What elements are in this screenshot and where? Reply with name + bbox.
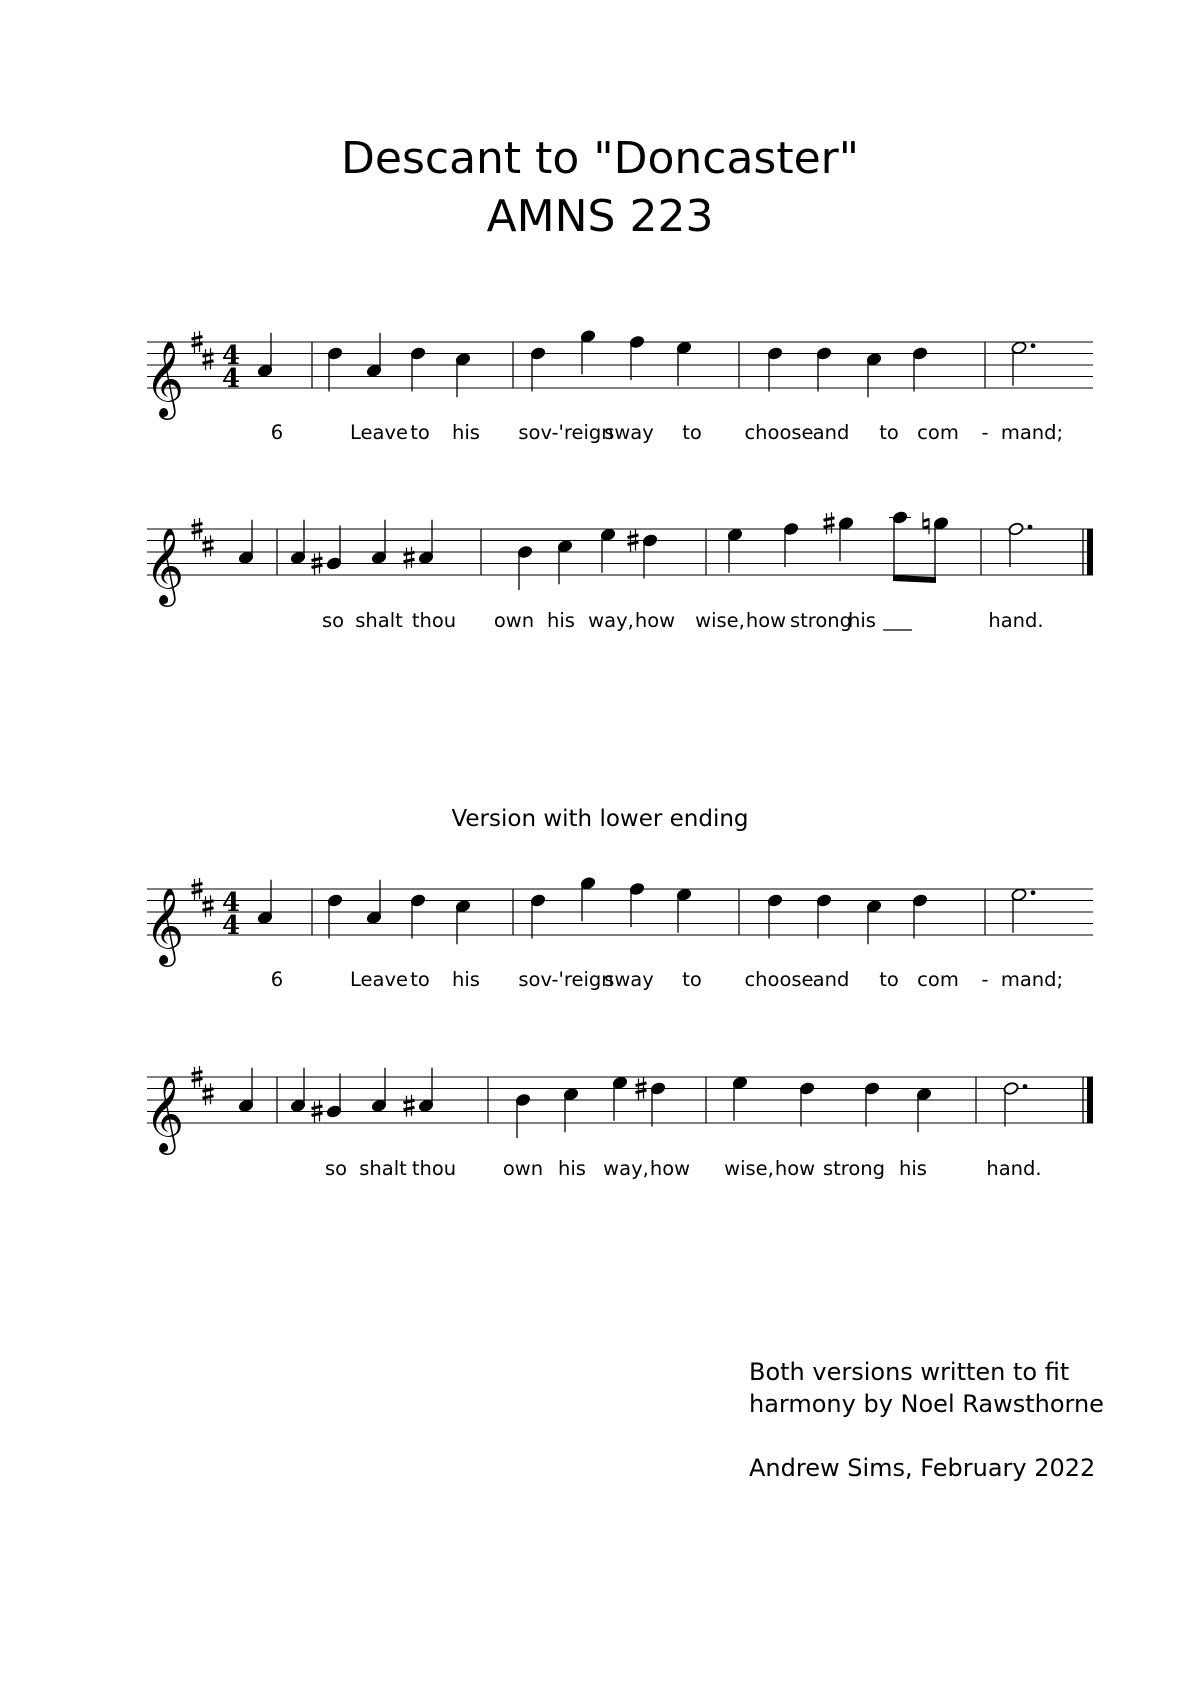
note	[629, 335, 645, 380]
lyric-syllable: his	[558, 1157, 586, 1180]
note	[783, 522, 799, 567]
lyric-syllable: choose	[744, 968, 814, 991]
note	[371, 520, 387, 565]
footer-credit: Andrew Sims, February 2022	[749, 1454, 1096, 1482]
note	[628, 530, 659, 579]
lyric-syllable: hand.	[986, 1157, 1042, 1180]
lyric-syllable: mand;	[1000, 968, 1064, 991]
note	[404, 1068, 435, 1117]
note	[676, 341, 692, 386]
note	[889, 510, 911, 524]
lyric-syllable: shalt	[359, 1157, 407, 1180]
dot	[1023, 1084, 1028, 1089]
lyric-syllable: own	[493, 609, 535, 632]
lyric-syllable: his	[452, 421, 480, 444]
section-heading: Version with lower ending	[451, 806, 749, 832]
lyric-syllable: to	[410, 421, 430, 444]
note	[455, 899, 471, 944]
note	[290, 1068, 306, 1113]
lyric-syllable: Leave	[349, 968, 409, 991]
lyric-syllable: mand;	[1000, 421, 1064, 444]
note	[530, 893, 546, 938]
lyric-syllable: his	[547, 609, 575, 632]
page-subtitle: AMNS 223	[486, 191, 714, 242]
treble-clef-icon: 𝄞	[145, 887, 185, 964]
note	[580, 876, 596, 921]
note	[816, 893, 832, 938]
sharp-icon	[404, 547, 415, 569]
lyric-syllable: strong	[822, 1157, 886, 1180]
lyric-syllable: way,	[588, 609, 634, 632]
note	[455, 352, 471, 397]
key-sharp-icon	[203, 535, 214, 557]
page-title: Descant to "Doncaster"	[341, 133, 859, 184]
lyric-syllable: thou	[411, 609, 457, 632]
note	[629, 882, 645, 927]
natural-icon	[923, 512, 929, 534]
lyric-syllable: 6	[270, 421, 284, 444]
note	[530, 346, 546, 391]
lyric-syllable: how	[745, 609, 787, 632]
lyric-syllable: how	[649, 1157, 691, 1180]
lyric-syllable: com	[917, 421, 959, 444]
note	[312, 526, 343, 575]
lyric-syllable: 6	[270, 968, 284, 991]
note	[238, 520, 254, 565]
lyric-syllable: wise,	[724, 1157, 774, 1180]
dot	[1028, 525, 1033, 530]
lyric-syllable: sway	[604, 421, 654, 444]
note	[1011, 888, 1036, 933]
note	[238, 1068, 254, 1113]
note	[1003, 1081, 1028, 1126]
note	[767, 346, 783, 391]
lyric-syllable: com	[917, 968, 959, 991]
note	[580, 329, 596, 374]
lyric-syllable: sov-'reign	[518, 421, 614, 444]
note	[257, 880, 273, 925]
note	[923, 512, 949, 534]
lyric-syllable: to	[682, 968, 702, 991]
note	[864, 1081, 880, 1126]
lyric-syllable: how	[774, 1157, 816, 1180]
lyric-syllable: and	[812, 421, 850, 444]
final-barline	[1087, 529, 1093, 575]
note	[557, 539, 573, 584]
treble-clef-icon: 𝄞	[145, 527, 185, 604]
note	[799, 1081, 815, 1126]
note	[824, 512, 855, 561]
lyric-syllable: to	[682, 421, 702, 444]
lyric-syllable: sway	[604, 968, 654, 991]
note	[1011, 341, 1036, 386]
lyric-syllable: to	[410, 968, 430, 991]
lyric-syllable: strong	[789, 609, 853, 632]
treble-clef-icon: 𝄞	[145, 1075, 185, 1152]
note	[410, 893, 426, 938]
final-barline	[1087, 1077, 1093, 1123]
staff-system-3	[145, 876, 1093, 991]
note	[866, 352, 882, 397]
sharp-icon	[824, 512, 835, 534]
note	[366, 333, 382, 378]
note	[732, 1076, 748, 1121]
note	[612, 1076, 628, 1121]
note	[816, 346, 832, 391]
footer-note-line-1: Both versions written to fit	[749, 1358, 1070, 1386]
note	[327, 893, 343, 938]
note	[257, 333, 273, 378]
lyric-syllable: his	[899, 1157, 927, 1180]
note	[404, 520, 435, 569]
note	[371, 1068, 387, 1113]
lyric-syllable: to	[879, 421, 899, 444]
lyric-syllable: thou	[411, 1157, 457, 1180]
note	[767, 893, 783, 938]
treble-clef-icon: 𝄞	[145, 340, 185, 417]
time-signature-top: 4	[221, 341, 241, 371]
lyric-syllable: and	[812, 968, 850, 991]
staff-system-1	[145, 329, 1093, 444]
lyric-syllable: wise,	[695, 609, 745, 632]
lyric-syllable: way,	[603, 1157, 649, 1180]
lyric-syllable: choose	[744, 421, 814, 444]
note	[600, 528, 616, 573]
note	[515, 1093, 531, 1138]
note	[866, 899, 882, 944]
note	[676, 888, 692, 933]
lyric-syllable: to	[879, 968, 899, 991]
note	[563, 1087, 579, 1132]
time-signature-bottom: 4	[221, 911, 241, 941]
lyric-syllable: sov-'reign	[518, 968, 614, 991]
lyric-syllable: so	[324, 1157, 348, 1180]
note	[727, 528, 743, 573]
time-signature-top: 4	[221, 888, 241, 918]
dot	[1031, 343, 1036, 348]
note	[916, 1087, 932, 1132]
beam	[893, 575, 936, 583]
note	[290, 520, 306, 565]
lyric-syllable: -	[981, 421, 989, 444]
note	[410, 346, 426, 391]
staff-system-4	[145, 1066, 1093, 1180]
lyric-syllable: so	[321, 609, 345, 632]
note	[327, 346, 343, 391]
key-sharp-icon	[203, 348, 214, 370]
staff-system-2	[145, 510, 1093, 632]
key-sharp-icon	[203, 895, 214, 917]
note	[912, 893, 928, 938]
lyric-syllable: his	[452, 968, 480, 991]
lyric-syllable: hand.	[988, 609, 1044, 632]
note	[517, 545, 533, 590]
lyric-syllable: shalt	[355, 609, 403, 632]
lyric-syllable: own	[502, 1157, 544, 1180]
lyric-syllable: how	[634, 609, 676, 632]
key-sharp-icon	[203, 1083, 214, 1105]
lyric-syllable: -	[981, 968, 989, 991]
note	[912, 346, 928, 391]
lyric-syllable: his	[848, 609, 876, 632]
lyric-syllable: Leave	[349, 421, 409, 444]
dot	[1031, 890, 1036, 895]
time-signature-bottom: 4	[221, 364, 241, 394]
footer-note-line-2: harmony by Noel Rawsthorne	[749, 1390, 1104, 1418]
note	[312, 1074, 343, 1123]
note	[1008, 522, 1033, 567]
note	[636, 1078, 667, 1127]
note	[366, 880, 382, 925]
sharp-icon	[404, 1095, 415, 1117]
